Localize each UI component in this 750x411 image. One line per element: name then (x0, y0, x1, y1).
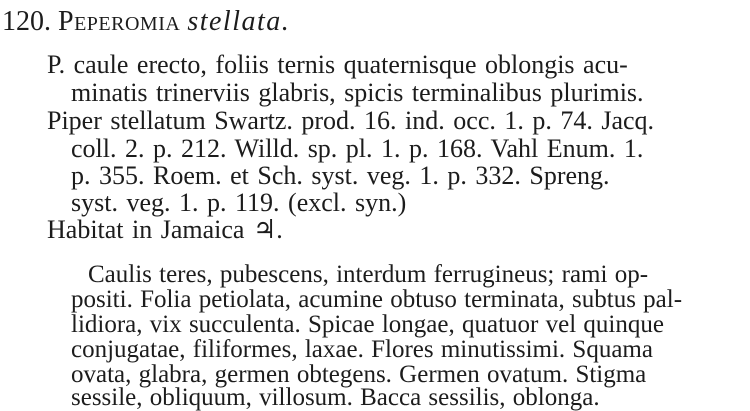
species-epithet: stellata. (187, 6, 291, 37)
habitat-line: Habitat in Jamaica ♃. (47, 215, 283, 244)
diagnosis-line: minatis trinerviis glabris, spicis terminalibus plurimis. (71, 78, 644, 107)
description-line: positi. Folia petiolata, acumine obtuso terminata, subtus pal- (71, 286, 683, 313)
diagnosis-line: P. caule erecto, foliis ternis quaternisque oblongis acu- (47, 50, 628, 79)
synonymy-line: p. 355. Roem. et Sch. syst. veg. 1. p. 332. Spreng. (71, 161, 610, 190)
description-line: ovata, glabra, germen obtegens. Germen ovatum. Stigma (71, 361, 647, 388)
description-line: Caulis teres, pubescens, interdum ferrugineus; rami op- (88, 261, 649, 288)
synonymy-line: coll. 2. p. 212. Willd. sp. pl. 1. p. 168. Vahl Enum. 1. (71, 134, 644, 163)
synonymy-line: Piper stellatum Swartz. prod. 16. ind. occ. 1. p. 74. Jacq. (47, 106, 655, 135)
genus-name: Peperomia (58, 6, 181, 37)
species-heading (2, 8, 290, 36)
description-line: conjugatae, filiformes, laxae. Flores minutissimi. Squama (71, 336, 653, 363)
synonymy-line: syst. veg. 1. p. 119. (excl. syn.) (71, 188, 407, 217)
description-line: sessile, obliquum, villosum. Bacca sessilis, oblonga. (71, 384, 600, 411)
species-number: 120. (2, 6, 51, 37)
description-line: lidiora, vix succulenta. Spicae longae, quatuor vel quinque (71, 311, 664, 338)
